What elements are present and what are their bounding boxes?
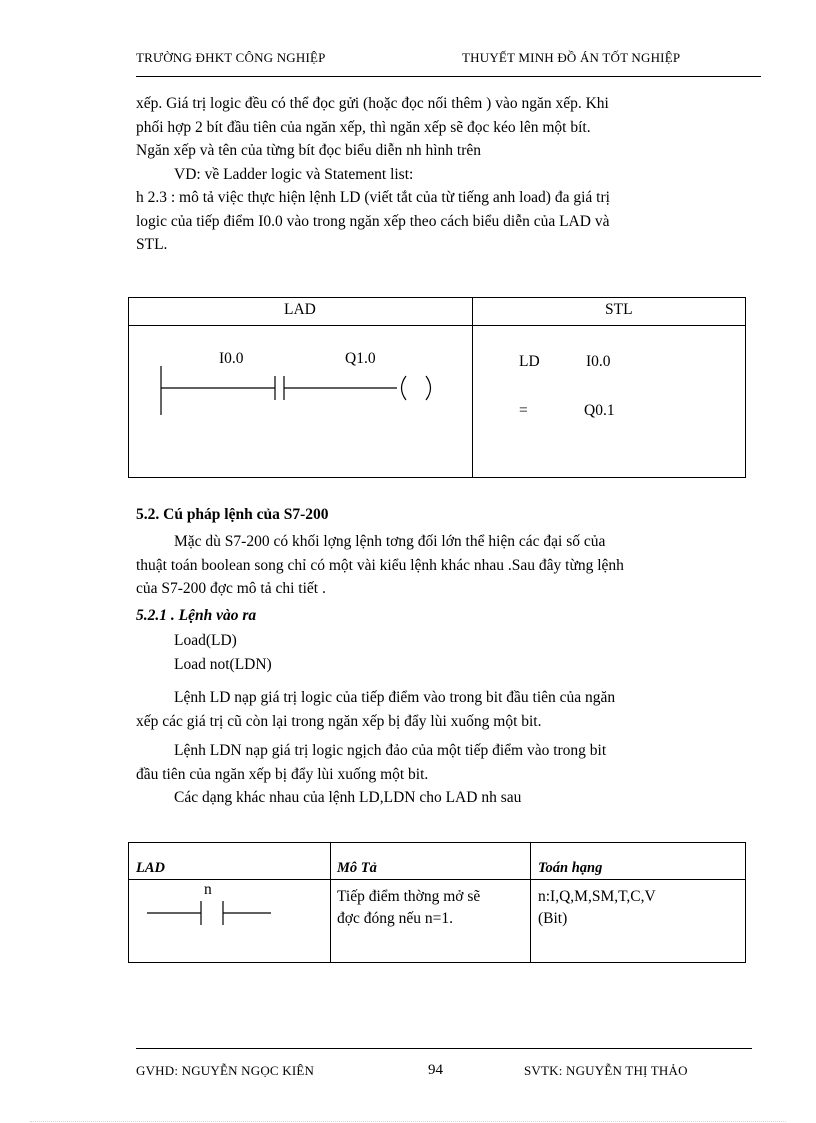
operand-line: (Bit)	[538, 910, 568, 927]
stl-op: =	[519, 402, 528, 419]
footer-rule	[136, 1048, 752, 1049]
contact-label: n	[204, 881, 212, 898]
coil-right-arc	[426, 376, 431, 400]
ld-forms-table	[128, 842, 746, 963]
intro-paragraph	[136, 92, 740, 257]
contact-symbol	[129, 893, 329, 933]
ladder-rung-diagram	[129, 358, 469, 418]
description-column-header: Mô Tả	[337, 860, 377, 876]
stl-column-header: STL	[605, 301, 633, 318]
operand-cell	[538, 886, 656, 930]
coil-label: Q1.0	[345, 350, 376, 367]
footer-left: GVHD: NGUYỄN NGỌC KIÊN	[136, 1063, 315, 1078]
ld-line: Lệnh LD nạp giá trị logic của tiếp điểm vào trong bit đầu tiên của ngăn	[174, 689, 616, 706]
section-title: 5.2. Cú pháp lệnh của S7-200	[136, 506, 329, 523]
forms-line: Các dạng khác nhau của lệnh LD,LDN cho LAD nh sau	[174, 789, 522, 806]
ldn-paragraph	[136, 739, 740, 786]
header-right: THUYẾT MINH ĐỒ ÁN TỐT NGHIỆP	[462, 50, 681, 65]
description-line: đợc đóng nếu n=1.	[337, 910, 453, 927]
ldn-line: đầu tiên của ngăn xếp bị đẩy lùi xuống một bit.	[136, 765, 429, 783]
ldn-line: Lệnh LDN nạp giá trị logic ngịch đảo của một tiếp điểm vào trong bit	[174, 742, 607, 759]
description-line: Tiếp điểm thờng mở sẽ	[337, 888, 481, 905]
description-cell	[337, 886, 480, 930]
lad-stl-table	[128, 297, 746, 478]
ld-line: xếp các giá trị cũ còn lại trong ngăn xếp bị đẩy lùi xuống một bit.	[136, 712, 542, 730]
footer-right: SVTK: NGUYỄN THỊ THẢO	[524, 1063, 688, 1078]
instruction-item: Load not(LDN)	[174, 656, 272, 673]
lad-column-header: LAD	[284, 301, 316, 318]
page-number: 94	[428, 1062, 443, 1078]
page-bottom-dotted-edge	[30, 1121, 786, 1122]
section-line: của S7-200 đợc mô tả chi tiết .	[136, 580, 326, 597]
section-line: thuật toán boolean song chỉ có một vài kiểu lệnh khác nhau .Sau đây từng lệnh	[136, 556, 624, 574]
stl-operand: Q0.1	[584, 402, 615, 419]
ld-paragraph	[136, 686, 740, 733]
table2-column-divider	[330, 843, 331, 962]
stl-op: LD	[519, 353, 540, 370]
intro-line: xếp. Giá trị logic đều có thể đọc gửi (hoặc đọc nối thêm ) vào ngăn xếp. Khi	[136, 95, 609, 112]
section-line: Mặc dù S7-200 có khối lợng lệnh tơng đối lớn thể hiện các đại số của	[174, 533, 606, 550]
desc-line: h 2.3 : mô tả việc thực hiện lệnh LD (viết tắt của từ tiếng anh load) đa giá trị	[136, 189, 610, 206]
coil-left-arc	[402, 376, 407, 400]
operand-line: n:I,Q,M,SM,T,C,V	[538, 888, 656, 905]
table2-header-divider	[129, 879, 745, 880]
table1-header-divider	[129, 325, 745, 326]
contact-label: I0.0	[219, 350, 244, 367]
table1-column-divider	[472, 298, 473, 477]
lad-column-header: LAD	[136, 860, 165, 876]
intro-line: phối hợp 2 bít đầu tiên của ngăn xếp, thì ngăn xếp sẽ đọc kéo lên một bít.	[136, 118, 591, 136]
header-left: TRƯỜNG ĐHKT CÔNG NGHIỆP	[136, 50, 326, 65]
header-rule	[136, 76, 761, 77]
desc-line: logic của tiếp điểm I0.0 vào trong ngăn xếp theo cách biểu diễn của LAD và	[136, 212, 610, 230]
table2-column-divider	[530, 843, 531, 962]
intro-line: Ngăn xếp và tên của từng bít đọc biểu diễn nh hình trên	[136, 142, 482, 159]
subsection-title: 5.2.1 . Lệnh vào ra	[136, 607, 257, 624]
instruction-item: Load(LD)	[174, 632, 237, 649]
vd-line: VD: về Ladder logic và Statement list:	[174, 165, 414, 183]
desc-line: STL.	[136, 236, 168, 253]
operand-column-header: Toán hạng	[538, 860, 603, 876]
stl-operand: I0.0	[586, 353, 611, 370]
section-paragraph	[136, 530, 740, 601]
